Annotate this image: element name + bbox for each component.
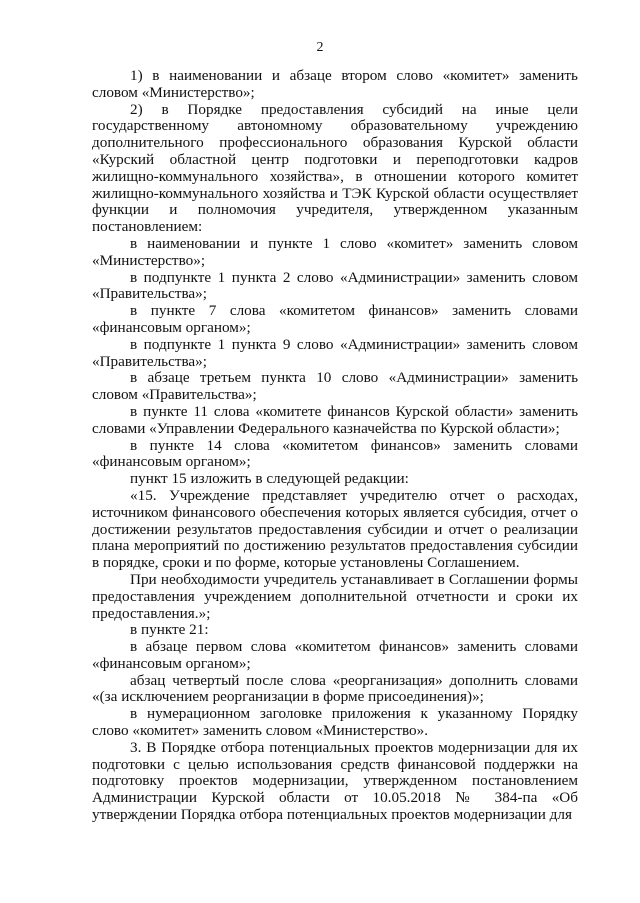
paragraph: в нумерационном заголовке приложения к указанному Порядку слово «комитет» заменить словом «Министерство». — [92, 705, 578, 740]
paragraph: 1) в наименовании и абзаце втором слово «комитет» заменить словом «Министерство»; — [92, 67, 578, 101]
paragraph: «15. Учреждение представляет учредителю отчет о расходах, источником финансового обеспечения которых является субсидия, отчет о достижении результатов предоставления субсидии и отчет о реализации плана мероприятий по достижению результатов предоставления субсидии в порядке, сроки и по форме, которые установлены Соглашением. — [92, 486, 578, 572]
paragraph: 3. В Порядке отбора потенциальных проектов модернизации для их подготовки с целью использования средств финансовой поддержки на подготовку проектов модернизации, утвержденном постановлением Администрации Курской области от 10.05.2018 № 384-па «Об утверждении Порядка отбора потенциальных проектов модернизации для — [92, 738, 578, 824]
paragraph: При необходимости учредитель устанавливает в Соглашении формы предоставления учреждением дополнительной отчетности и сроки их предоставления.»; — [92, 570, 578, 622]
paragraph: в абзаце третьем пункта 10 слово «Администрации» заменить словом «Правительства»; — [92, 369, 578, 404]
paragraph: в подпункте 1 пункта 2 слово «Администрации» заменить словом «Правительства»; — [92, 268, 578, 303]
paragraph: в наименовании и пункте 1 слово «комитет» заменить словом «Министерство»; — [92, 234, 578, 269]
paragraph: в подпункте 1 пункта 9 слово «Администрации» заменить словом «Правительства»; — [92, 335, 578, 370]
paragraph: в пункте 21: — [130, 621, 209, 639]
paragraph: 2) в Порядке предоставления субсидий на иные цели государственному автономному образовательному учреждению дополнительного профессионального образования Курской области «Курский областной центр подготовки и переподготовки кадров жилищно-коммунального хозяйства», в отношении которого комитет жилищно-коммунального хозяйства и ТЭК Курской области осуществляет функции и полномочия учредителя, утвержденном указанным постановлением: — [92, 100, 578, 236]
paragraph: в пункте 11 слова «комитете финансов Курской области» заменить словами «Управлении Федерального казначейства по Курской области»; — [92, 402, 578, 437]
paragraph: в абзаце первом слова «комитетом финансов» заменить словами «финансовым органом»; — [92, 638, 578, 672]
page-number: 2 — [316, 40, 324, 55]
paragraph: в пункте 7 слова «комитетом финансов» заменить словами «финансовым органом»; — [92, 302, 578, 336]
paragraph: пункт 15 изложить в следующей редакции: — [130, 470, 409, 488]
paragraph: абзац четвертый после слова «реорганизация» дополнить словами «(за исключением реорганизации в форме присоединения)»; — [92, 671, 578, 706]
paragraph: в пункте 14 слова «комитетом финансов» заменить словами «финансовым органом»; — [92, 436, 578, 471]
document-body — [92, 68, 578, 824]
